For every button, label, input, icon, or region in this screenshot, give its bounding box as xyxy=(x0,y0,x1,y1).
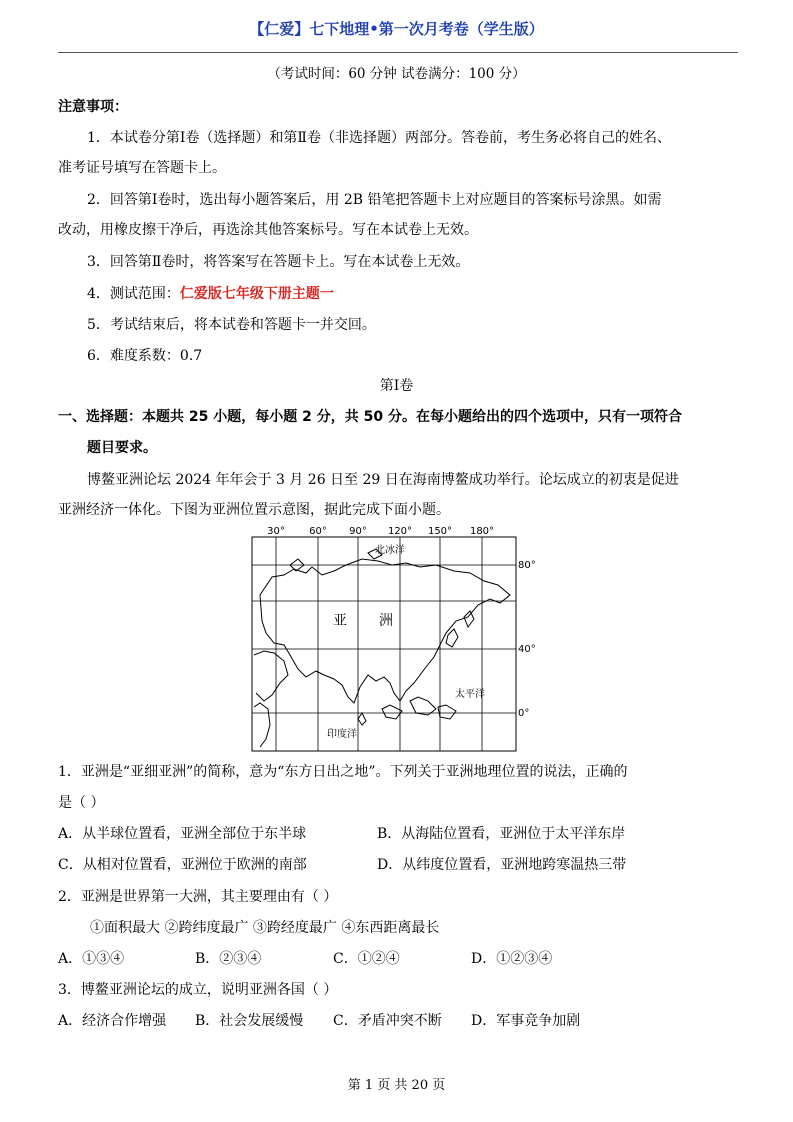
lat-label-0: 0° xyxy=(518,708,530,719)
map-frame xyxy=(252,537,516,751)
asia-label-2: 洲 xyxy=(379,613,393,629)
lat-label-40: 40° xyxy=(518,644,536,655)
test-scope: 仁爱版七年级下册主题一 xyxy=(179,286,334,302)
q2-items: ①面积最大 ②跨纬度最广 ③跨经度最广 ④东西距离最长 xyxy=(90,920,440,936)
q1-stem-line1: 1．亚洲是“亚细亚洲”的简称，意为“东方日出之地”。下列关于亚洲地理位置的说法，正确的 xyxy=(58,764,628,780)
section-instruction-line2: 题目要求。 xyxy=(87,440,157,456)
q1-stem-line2: 是（ ） xyxy=(58,795,105,811)
header-title: 【仁爱】七下地理•第一次月考卷（学生版） xyxy=(249,20,544,38)
lon-label-60: 60° xyxy=(309,526,327,537)
q3-option-a: A．经济合作增强 xyxy=(58,1013,167,1029)
q1-option-c: C．从相对位置看，亚洲位于欧洲的南部 xyxy=(58,857,307,873)
note-4-prefix: 4．测试范围： xyxy=(87,286,180,302)
q2-option-b: B．②③④ xyxy=(195,951,262,967)
pacific-ocean-label: 太平洋 xyxy=(455,689,485,700)
lon-label-120: 120° xyxy=(387,526,413,537)
indian-ocean-label: 印度洋 xyxy=(327,729,357,740)
page-footer: 第 1 页 共 20 页 xyxy=(347,1078,446,1093)
q3-option-c: C．矛盾冲突不断 xyxy=(333,1013,442,1029)
q1-option-b: B．从海陆位置看，亚洲位于太平洋东岸 xyxy=(377,826,626,842)
q1-option-a: A．从半球位置看，亚洲全部位于东半球 xyxy=(58,826,307,842)
exam-info: （考试时间：60 分钟 试卷满分：100 分） xyxy=(267,66,526,82)
note-6: 6．难度系数：0.7 xyxy=(87,348,203,364)
lat-label-80: 80° xyxy=(518,560,536,571)
q3-option-b: B．社会发展缓慢 xyxy=(195,1013,304,1029)
asia-location-map xyxy=(250,525,550,753)
header-divider xyxy=(58,52,738,53)
q2-option-d: D．①②③④ xyxy=(471,951,553,967)
note-1-line1: 1．本试卷分第Ⅰ卷（选择题）和第Ⅱ卷（非选择题）两部分。答卷前，考生务必将自己的姓名、 xyxy=(87,130,671,146)
note-2-line2: 改动，用橡皮擦干净后，再选涂其他答案标号。写在本试卷上无效。 xyxy=(58,222,478,238)
note-1-line2: 准考证号填写在答题卡上。 xyxy=(58,160,226,176)
note-4 xyxy=(87,283,334,303)
q2-stem: 2．亚洲是世界第一大洲，其主要理由有（ ） xyxy=(58,889,338,905)
lon-label-30: 30° xyxy=(267,526,285,537)
lon-label-180: 180° xyxy=(469,526,495,537)
q3-stem: 3．博鳌亚洲论坛的成立，说明亚洲各国（ ） xyxy=(58,982,338,998)
passage-line2: 亚洲经济一体化。下图为亚洲位置示意图，据此完成下面小题。 xyxy=(58,502,450,518)
notes-heading: 注意事项： xyxy=(58,99,128,115)
section-instruction-line1: 一、选择题：本题共 25 小题，每小题 2 分，共 50 分。在每小题给出的四个选项中，只有一项符合 xyxy=(58,409,682,425)
q1-option-d: D．从纬度位置看，亚洲地跨寒温热三带 xyxy=(377,857,627,873)
q3-option-d: D．军事竞争加剧 xyxy=(471,1013,581,1029)
map-svg xyxy=(250,525,550,753)
lon-label-90: 90° xyxy=(349,526,367,537)
q2-option-c: C．①②④ xyxy=(333,951,400,967)
lon-label-150: 150° xyxy=(427,526,453,537)
q2-option-a: A．①③④ xyxy=(58,951,125,967)
note-5: 5．考试结束后，将本试卷和答题卡一并交回。 xyxy=(87,317,376,333)
asia-label-1: 亚 xyxy=(333,613,347,629)
arctic-ocean-label: 北冰洋 xyxy=(375,545,405,556)
note-3: 3．回答第Ⅱ卷时，将答案写在答题卡上。写在本试卷上无效。 xyxy=(87,254,470,270)
volume-title: 第Ⅰ卷 xyxy=(379,378,414,394)
note-2-line1: 2．回答第Ⅰ卷时，选出每小题答案后，用 2B 铅笔把答题卡上对应题目的答案标号涂黑。如需 xyxy=(87,192,662,208)
passage-line1: 博鳌亚洲论坛 2024 年年会于 3 月 26 日至 29 日在海南博鳌成功举行。论坛成立的初衷是促进 xyxy=(87,472,679,488)
